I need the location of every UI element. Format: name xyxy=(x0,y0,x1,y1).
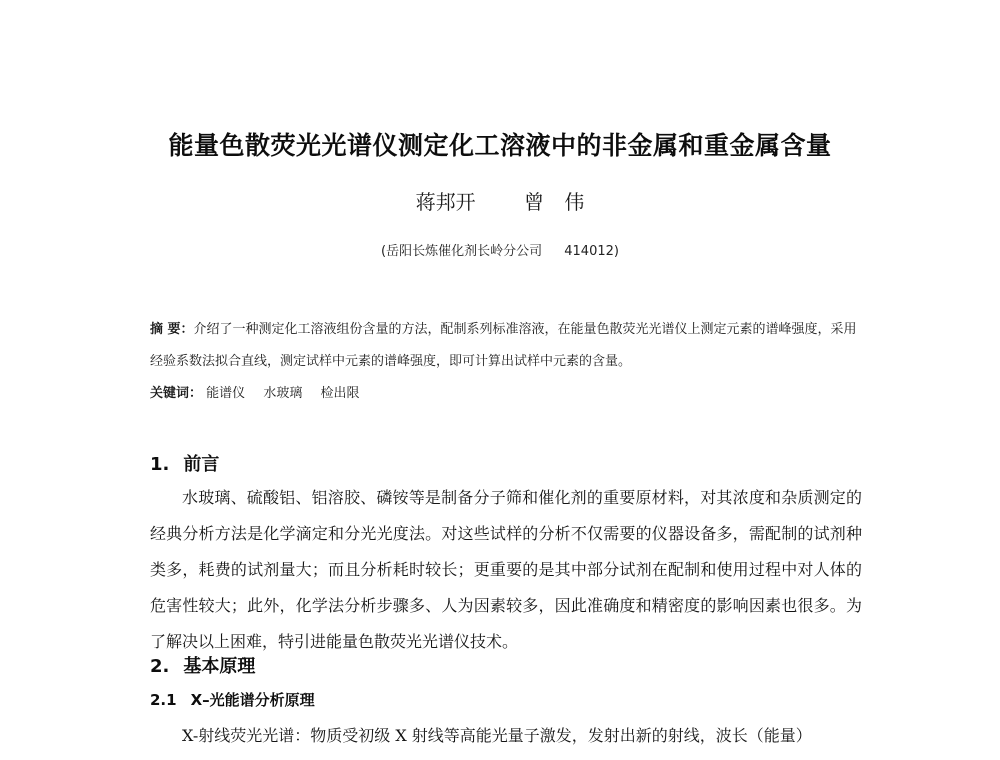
keyword: 水玻璃 xyxy=(263,386,303,401)
subsection-number: 2.1 xyxy=(150,691,177,709)
intro-paragraph: 水玻璃、硫酸铝、铝溶胶、磷铵等是制备分子筛和催化剂的重要原材料，对其浓度和杂质测定的经典分析方法是化学滴定和分光光度法。对这些试样的分析不仅需要的仪器设备多，需配制的试剂种类多，耗费的试剂量大；而且分析耗时较长；更重要的是其中部分试剂在配制和使用过程中对人体的危害性较大；此外，化学法分析步骤多、人为因素较多，因此准确度和精密度的影响因素也很多。为了解决以上困难，特引进能量色散荧光光谱仪技术。 xyxy=(150,488,862,651)
paper-title: 能量色散荧光光谱仪测定化工溶液中的非金属和重金属含量 xyxy=(168,131,832,160)
section-heading-intro xyxy=(150,450,219,476)
abstract xyxy=(150,314,865,378)
postal-code: 414012) xyxy=(564,244,619,259)
abstract-text: 介绍了一种测定化工溶液组份含量的方法，配制系列标准溶液，在能量色散荧光光谱仪上测定元素的谱峰强度，采用经验系数法拟合直线，测定试样中元素的谱峰强度，即可计算出试样中元素的含量。 xyxy=(150,322,857,369)
affiliation xyxy=(0,240,1000,259)
section-title: 基本原理 xyxy=(183,656,256,677)
keywords xyxy=(150,382,373,401)
section-number: 1. xyxy=(150,454,170,475)
keywords-label: 关键词： xyxy=(150,386,203,401)
section-heading-principle xyxy=(150,652,255,678)
author-name: 曾 伟 xyxy=(524,190,585,214)
subsection-heading xyxy=(150,689,315,710)
abstract-label: 摘 要： xyxy=(150,322,194,337)
keyword: 能谱仪 xyxy=(206,386,246,401)
keyword: 检出限 xyxy=(320,386,360,401)
subsection-paragraph: X-射线荧光光谱：物质受初级 X 射线等高能光量子激发，发射出新的射线，波长（能量） xyxy=(182,726,812,745)
section-number: 2. xyxy=(150,656,170,677)
affiliation-name: (岳阳长炼催化剂长岭分公司 xyxy=(381,244,543,259)
author-list xyxy=(0,186,1000,215)
subsection-title: X–光能谱分析原理 xyxy=(190,691,315,709)
section-title: 前言 xyxy=(183,454,220,475)
author-name: 蒋邦开 xyxy=(415,190,476,214)
